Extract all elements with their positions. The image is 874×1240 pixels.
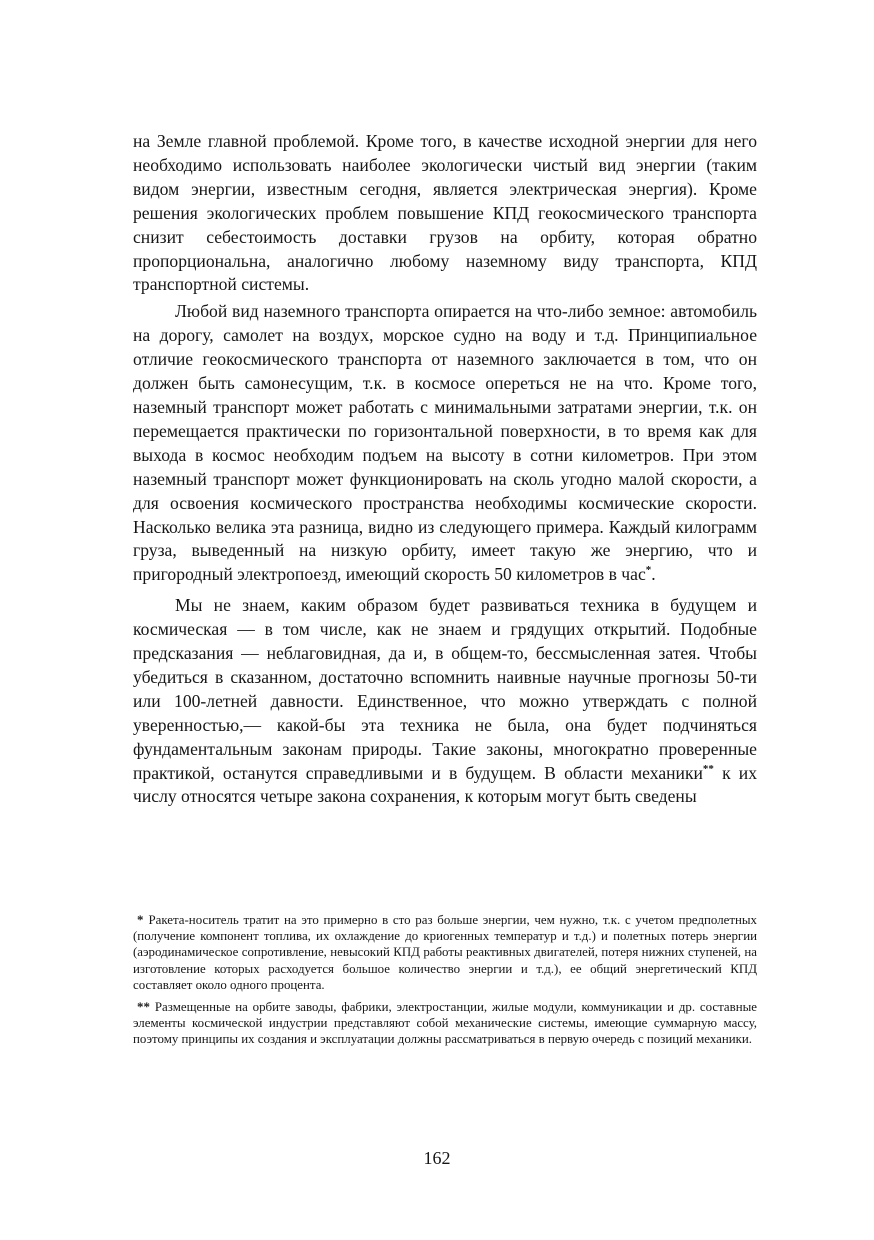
- paragraph-1: на Земле главной проблемой. Кроме того, в качестве исходной энергии для него необходимо использовать наиболее экологически чистый вид энергии (таким видом энергии, известным сегодня, является электрическая энергия). Кроме решения экологических проблем повышение КПД геокосмического транспорта снизит себестоимость доставки грузов на орбиту, которая обратно пропорциональна, аналогично любому наземному виду транспорта, КПД транспортной системы.: [133, 131, 757, 295]
- main-text: [133, 130, 757, 809]
- paragraph-3-text: Мы не знаем, каким образом будет развиваться техника в будущем и космическая — в том числе, как не знаем и грядущих открытий. Подобные предсказания — неблаговидная, да и, в общем-то, бессмысленная затея. Чтобы убедиться в сказанном, достаточно вспомнить наивные научные прогнозы 50-ти или 100-летней давности. Единственное, что можно утверждать с полной уверенностью,— какой-бы эта техника не была, она будет подчиняться фундаментальным законам природы. Такие законы, многократно проверенные практикой, останутся справедливыми и в будущем. В области механики: [133, 595, 757, 783]
- paragraph-2-end: .: [651, 564, 656, 585]
- footnote-ref-1: *: [645, 564, 652, 577]
- footnote-2-marker: **: [137, 1000, 150, 1015]
- page-number: 162: [423, 1148, 451, 1168]
- paragraph-3-end: к их числу относятся четыре закона сохранения, к которым могут быть сведены: [133, 762, 757, 807]
- footnote-ref-2: **: [702, 762, 714, 775]
- paragraph-3: [133, 594, 757, 809]
- footnote-1-marker: *: [137, 913, 144, 927]
- footnote-2-text: Размещенные на орбите заводы, фабрики, электростанции, жилые модули, коммуникации и др. составные элементы космической индустрии представляют собой механические системы, имеющие суммарную массу, поэтому принципы их создания и эксплуатации должны рассматриваться в первую очередь с позиций механики.: [133, 1000, 757, 1047]
- paragraph-2-text: Любой вид наземного транспорта опирается на что-либо земное: автомобиль на дорогу, самолет на воздух, морское судно на воду и т.д. Принципиальное отличие геокосмического транспорта от наземного заключается в том, что он должен быть самонесущим, т.к. в космосе опереться не на что. Кроме того, наземный транспорт может работать с минимальными затратами энергии, т.к. он перемещается практически по горизонтальной поверхности, в то время как для выхода в космос необходим подъем на высоту в сотни километров. При этом наземный транспорт может функционировать на сколь угодно малой скорости, а для освоения космического пространства необходимы космические скорости. Насколько велика эта разница, видно из следующего примера. Каждый килограмм груза, выведенный на низкую орбиту, имеет такую же энергию, что и пригородный электропоезд, имеющий скорость 50 километров в час: [133, 301, 757, 585]
- footnote-1: [133, 912, 757, 993]
- paragraph-2: [133, 300, 757, 587]
- footnote-1-text: Ракета-носитель тратит на это примерно в сто раз больше энергии, чем нужно, т.к. с учетом предполетных (получение компонент топлива, их охлаждение до криогенных температур и т.д.) и полетных потерь энергии (аэродинамическое сопротивление, невысокий КПД работы реактивных двигателей, потеря нижних ступеней, на изготовление которых расходуется большое количество энергии и т.д.), ее общий энергетический КПД составляет около одного процента.: [133, 913, 757, 992]
- footnote-2: [133, 999, 757, 1048]
- footnotes: [133, 912, 757, 1054]
